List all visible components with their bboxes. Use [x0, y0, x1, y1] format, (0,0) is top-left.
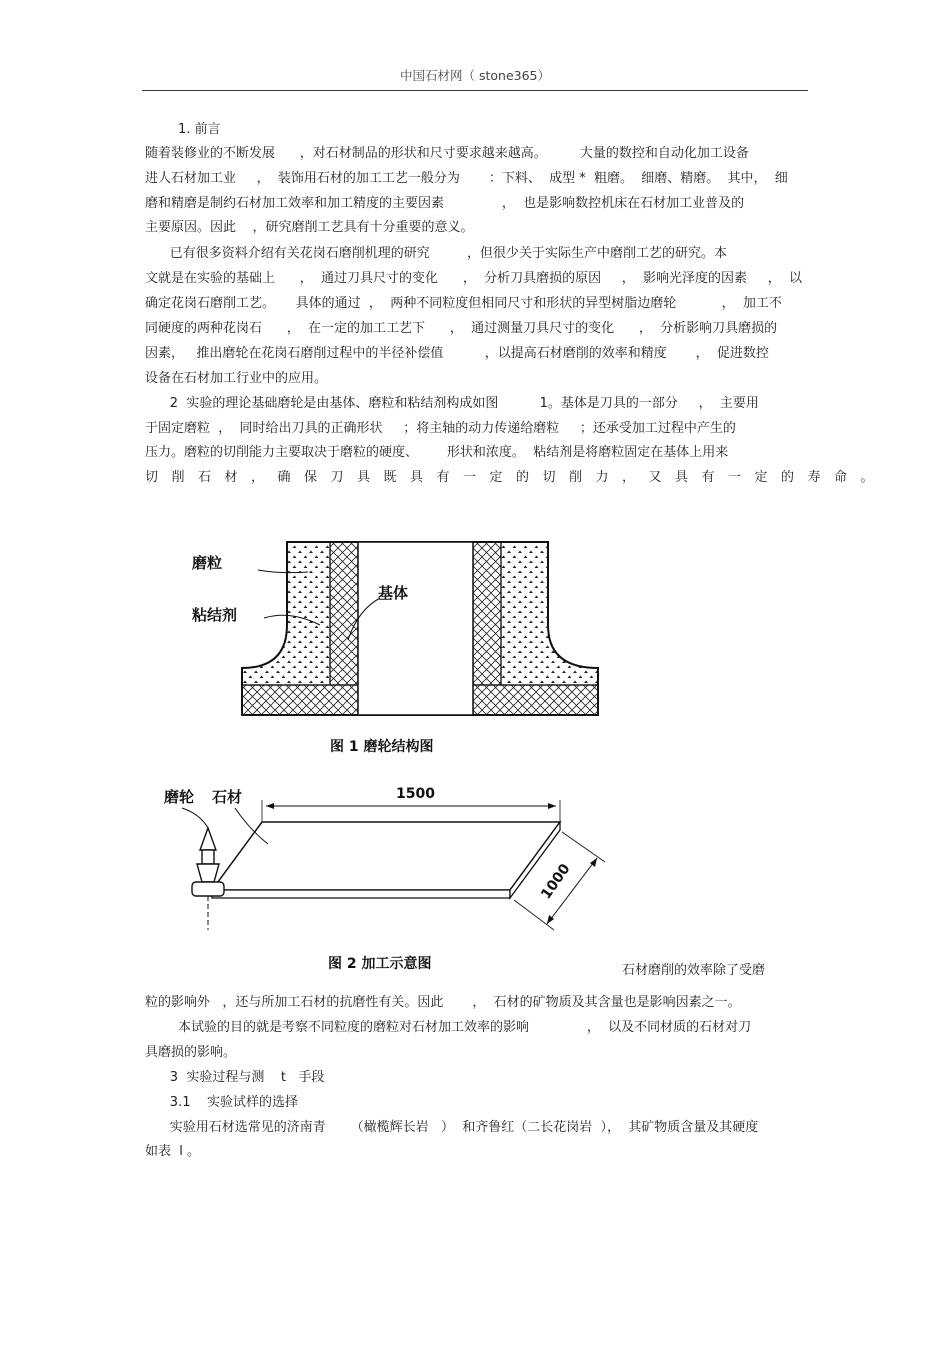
wheel-neck [202, 850, 214, 864]
text-line-justified: 切削石材，确保刀具既具有一定的切削力，又具有一定的寿命。 [145, 470, 888, 485]
dim-length-label: 1500 [396, 786, 435, 802]
label-abrasive: 磨粒 [192, 554, 223, 572]
base-bottom-right [473, 685, 598, 715]
text-line: 主要原因。因此 ，研究磨削工艺具有十分重要的意义。 [145, 220, 474, 235]
abrasive-zone-right [501, 542, 598, 685]
wheel-body [197, 864, 219, 882]
text-line: 粒的影响外 ，还与所加工石材的抗磨性有关。因此 ， 石材的矿物质及其含量也是影响因素之一。 [145, 995, 741, 1010]
label-base: 基体 [378, 584, 409, 602]
text-line: 同硬度的两种花岗石 ， 在一定的加工工艺下 ， 通过测量刀具尺寸的变化 ， 分析影响刀具磨损的 [145, 321, 778, 336]
wheel-flange [192, 882, 224, 896]
figure-2-processing-diagram [150, 780, 620, 980]
text-line: 随着装修业的不断发展 ，对石材制品的形状和尺寸要求越来越高。 大量的数控和自动化加工设备 [145, 146, 749, 161]
label-wheel: 磨轮 [164, 788, 195, 806]
dim-extension-length [262, 800, 560, 822]
text-line: 1. 前言 [145, 122, 221, 137]
wheel-tip [200, 828, 216, 850]
dim-width-label: 1000 [538, 861, 574, 903]
stone-slab-top [212, 822, 560, 890]
base-bottom-left [242, 685, 358, 715]
leader-wheel [182, 808, 208, 828]
header-rule [142, 90, 808, 91]
text-line: 进人石材加工业 ， 装饰用石材的加工工艺一般分为 ：下料、 成型 * 粗磨。 细磨、精磨。 其中， 细 [145, 171, 788, 186]
text-line: 因素， 推出磨轮在花岗石磨削过程中的半径补偿值 ，以提高石材磨削的效率和精度 ， 促进数控 [145, 346, 769, 361]
text-line: 确定花岗石磨削工艺。 具体的通过 ， 两种不同粒度但相同尺寸和形状的异型树脂边磨轮 ， 加工不 [145, 296, 782, 311]
text-line: 已有很多资料介绍有关花岗石磨削机理的研究 ，但很少关于实际生产中磨削工艺的研究。本 [145, 246, 727, 261]
text-line: 2 实验的理论基础磨轮是由基体、磨粒和粘结剂构成如图 1。基体是刀具的一部分 ， 主要用 [145, 396, 759, 411]
wheel-bore [358, 542, 473, 715]
text-line: 具磨损的影响。 [145, 1045, 237, 1060]
section-heading: 3 实验过程与测 t 手段 [145, 1070, 325, 1085]
text-line: 如表 l 。 [145, 1144, 201, 1159]
base-column-right [473, 542, 501, 685]
text-line: 文就是在实验的基础上 ， 通过刀具尺寸的变化 ， 分析刀具磨损的原因 ， 影响光泽度的因素 ， 以 [145, 271, 802, 286]
text-line: 磨和精磨是制约石材加工效率和加工精度的主要因素 ， 也是影响数控机床在石材加工业普及的 [145, 196, 745, 211]
base-column-left [330, 542, 358, 685]
text-line: 本试验的目的就是考察不同粒度的磨粒对石材加工效率的影响 ， 以及不同材质的石材对刀 [145, 1020, 752, 1035]
stone-slab-front [212, 890, 510, 898]
figure-1-grinding-wheel-structure [192, 530, 610, 760]
text-line-side: 石材磨削的效率除了受磨 [622, 963, 766, 978]
text-line: 于固定磨粒 ， 同时给出刀具的正确形状 ；将主轴的动力传递给磨粒 ；还承受加工过程中产生的 [145, 421, 736, 436]
text-line: 压力。磨粒的切削能力主要取决于磨粒的硬度、 形状和浓度。 粘结剂是将磨粒固定在基体上用来 [145, 445, 729, 460]
label-binder: 粘结剂 [192, 606, 238, 624]
subsection-heading: 3.1 实验试样的选择 [145, 1095, 298, 1110]
label-stone: 石材 [212, 788, 243, 806]
text-line: 设备在石材加工行业中的应用。 [145, 371, 328, 386]
figure-1-caption: 图 1 磨轮结构图 [330, 739, 434, 755]
page-header: 中国石材网（ stone365） [399, 68, 550, 83]
figure-2-caption: 图 2 加工示意图 [328, 956, 432, 972]
text-line: 实验用石材选常见的济南青 （橄榄辉长岩 ） 和齐鲁红（二长花岗岩 ）， 其矿物质含量及其硬度 [145, 1120, 759, 1135]
